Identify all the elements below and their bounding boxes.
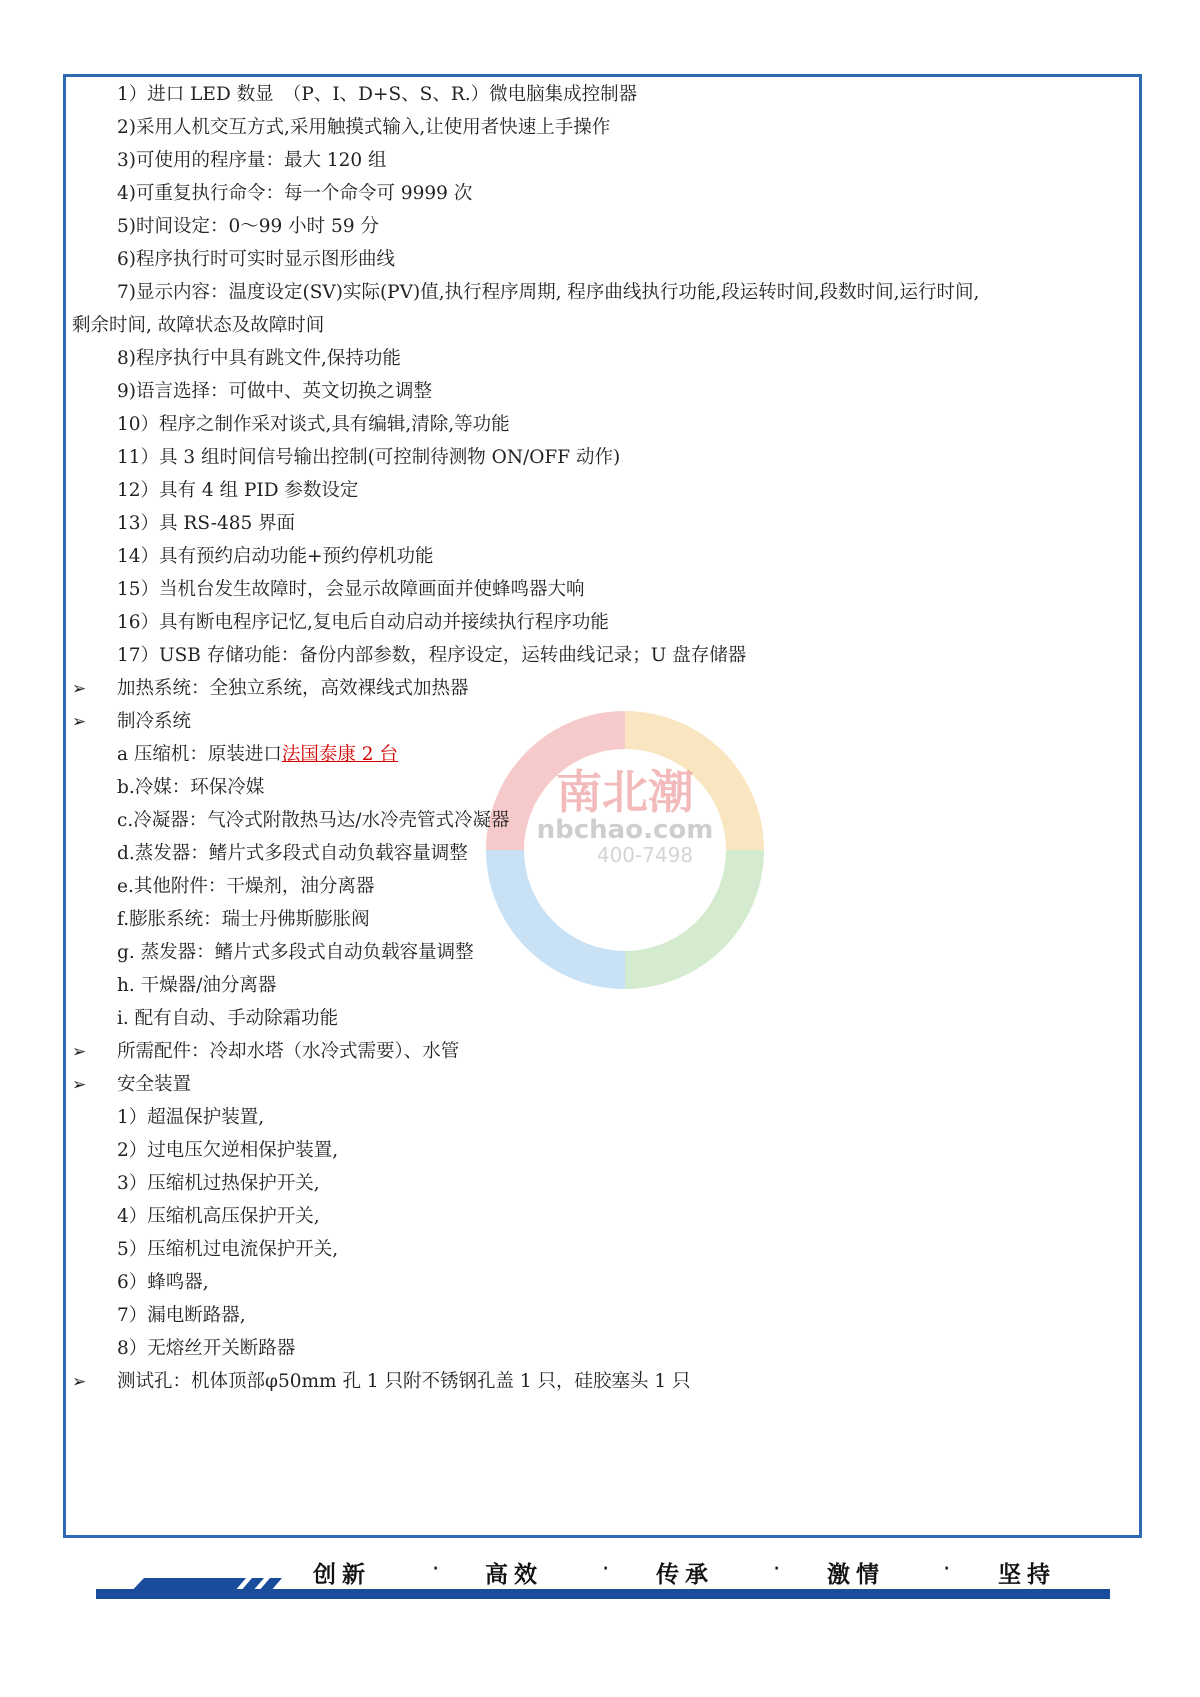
cooling-item-c: c.冷凝器：气冷式附散热马达/水冷壳管式冷凝器 <box>117 810 510 831</box>
footer-bar <box>96 1589 1110 1599</box>
safety-item-7: 7）漏电断路器, <box>117 1305 246 1326</box>
bullet-accessories <box>72 1039 459 1065</box>
safety-item-2: 2）过电压欠逆相保护装置, <box>117 1140 339 1161</box>
spec-line-10: 10）程序之制作采对谈式,具有编辑,清除,等功能 <box>117 414 510 435</box>
spec-line-12: 12）具有 4 组 PID 参数设定 <box>117 480 359 501</box>
bullet-text: 制冷系统 <box>117 711 192 732</box>
spec-line-3: 3)可使用的程序量：最大 120 组 <box>117 150 387 171</box>
safety-item-5: 5）压缩机过电流保护开关, <box>117 1239 339 1260</box>
safety-item-4: 4）压缩机高压保护开关, <box>117 1206 320 1227</box>
bullet-heating-system <box>72 676 469 702</box>
safety-item-6: 6）蜂鸣器, <box>117 1272 209 1293</box>
spec-line-15: 15）当机台发生故障时，会显示故障画面并使蜂鸣器大响 <box>117 579 585 600</box>
bullet-cooling-system <box>72 709 191 735</box>
motto-separator: · <box>773 1556 781 1582</box>
safety-item-1: 1）超温保护装置, <box>117 1107 265 1128</box>
spec-line-16: 16）具有断电程序记忆,复电后自动启动并接续执行程序功能 <box>117 612 609 633</box>
safety-item-8: 8）无熔丝开关断路器 <box>117 1338 296 1359</box>
bullet-text: 安全装置 <box>117 1074 192 1095</box>
bullet-arrow-icon: ➢ <box>72 1075 87 1095</box>
motto-word-3: 传承 <box>656 1562 714 1588</box>
bullet-arrow-icon: ➢ <box>72 712 87 732</box>
watermark-phone-text: 400-7498 <box>596 843 694 867</box>
cooling-item-b: b.冷媒：环保冷媒 <box>117 777 265 798</box>
cooling-item-e: e.其他附件：干燥剂，油分离器 <box>117 876 375 897</box>
motto-word-1: 创新 <box>313 1562 371 1588</box>
bullet-text: 测试孔：机体顶部φ50mm 孔 1 只附不锈钢孔盖 1 只，硅胶塞头 1 只 <box>117 1371 691 1392</box>
safety-item-3: 3）压缩机过热保护开关, <box>117 1173 320 1194</box>
bullet-text: 所需配件：冷却水塔（水冷式需要）、水管 <box>117 1041 460 1062</box>
cooling-item-h: h. 干燥器/油分离器 <box>117 975 277 996</box>
spec-line-7-cont: 剩余时间, 故障状态及故障时间 <box>72 315 325 336</box>
bullet-text: 加热系统：全独立系统，高效裸线式加热器 <box>117 678 469 699</box>
motto-word-4: 激情 <box>827 1562 885 1588</box>
cooling-item-f: f.膨胀系统：瑞士丹佛斯膨胀阀 <box>117 909 370 930</box>
spec-line-6: 6)程序执行时可实时显示图形曲线 <box>117 249 395 270</box>
motto-separator: · <box>943 1556 951 1582</box>
spec-line-17: 17）USB 存储功能：备份内部参数，程序设定，运转曲线记录；U 盘存储器 <box>117 645 747 666</box>
bullet-arrow-icon: ➢ <box>72 679 87 699</box>
highlight-compressor-brand: 法国泰康 2 台 <box>281 744 398 765</box>
bullet-arrow-icon: ➢ <box>72 1042 87 1062</box>
cooling-item-i: i. 配有自动、手动除霜功能 <box>117 1008 339 1029</box>
cooling-item-g: g. 蒸发器：鳍片式多段式自动负载容量调整 <box>117 942 474 963</box>
spec-line-5: 5)时间设定：0～99 小时 59 分 <box>117 216 379 237</box>
bullet-arrow-icon: ➢ <box>72 1372 87 1392</box>
motto-separator: · <box>602 1556 610 1582</box>
spec-line-11: 11）具 3 组时间信号输出控制(可控制待测物 ON/OFF 动作) <box>117 447 621 468</box>
spec-line-7: 7)显示内容：温度设定(SV)实际(PV)值,执行程序周期, 程序曲线执行功能,段运转时间,段数时间,运行时间, <box>117 282 980 303</box>
spec-line-4: 4)可重复执行命令：每一个命令可 9999 次 <box>117 183 473 204</box>
bullet-test-hole <box>72 1369 691 1395</box>
motto-word-5: 坚持 <box>998 1562 1056 1588</box>
spec-line-1: 1）进口 LED 数显 （P、I、D+S、S、R.）微电脑集成控制器 <box>117 84 638 105</box>
bullet-safety-devices <box>72 1072 191 1098</box>
spec-line-2: 2)采用人机交互方式,采用触摸式输入,让使用者快速上手操作 <box>117 117 611 138</box>
watermark-cn-text: 南北潮 <box>556 765 694 819</box>
spec-line-13: 13）具 RS-485 界面 <box>117 513 296 534</box>
spec-line-9: 9)语言选择：可做中、英文切换之调整 <box>117 381 432 402</box>
cooling-item-d: d.蒸发器：鳍片式多段式自动负载容量调整 <box>117 843 468 864</box>
cooling-item-a <box>117 742 398 768</box>
spec-line-8: 8)程序执行中具有跳文件,保持功能 <box>117 348 401 369</box>
watermark-domain-text: nbchao.com <box>536 815 714 845</box>
motto-word-2: 高效 <box>485 1562 543 1588</box>
spec-line-14: 14）具有预约启动功能+预约停机功能 <box>117 546 434 567</box>
cooling-item-a-text: a 压缩机：原装进口 <box>117 744 282 765</box>
motto-separator: · <box>432 1556 440 1582</box>
